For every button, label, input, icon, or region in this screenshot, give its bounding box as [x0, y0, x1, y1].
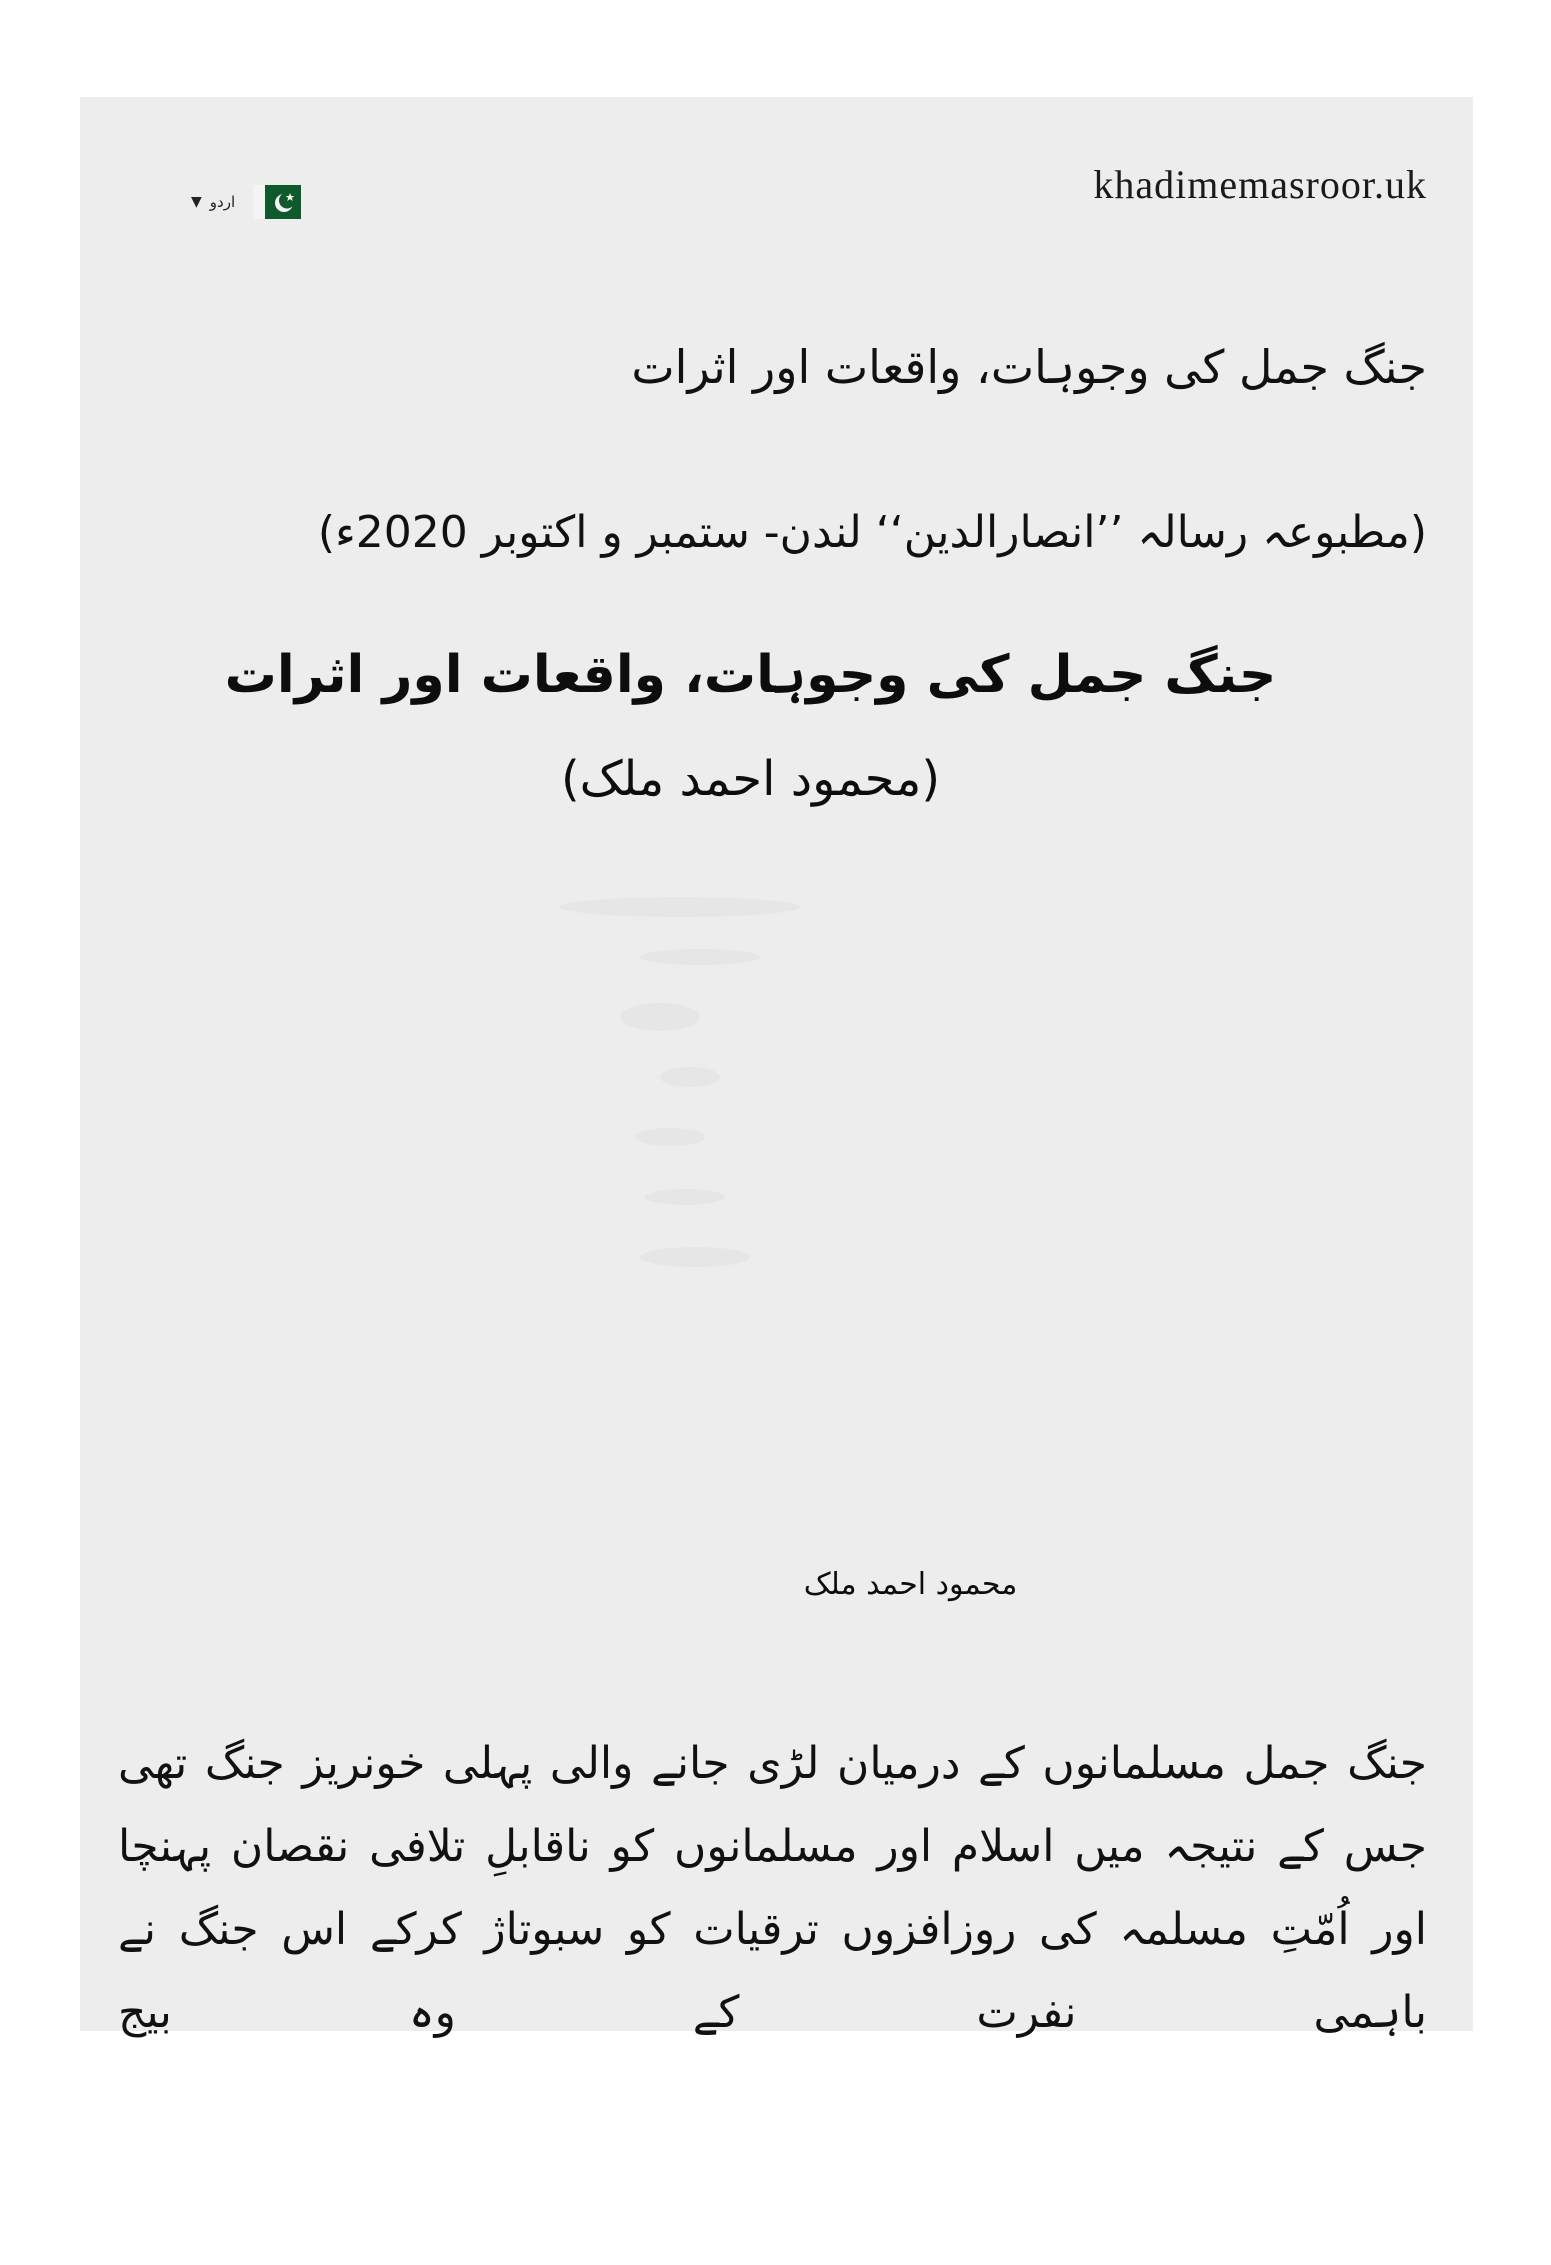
- author-byline: محمود احمد ملک: [803, 1567, 1018, 1602]
- pakistan-flag-icon: [253, 185, 301, 219]
- article-author: (محمود احمد ملک): [560, 751, 941, 807]
- article-heading: جنگ جمل کی وجوہات، واقعات اور اثرات: [224, 645, 1277, 705]
- language-switcher[interactable]: [191, 185, 301, 219]
- language-label: اردو: [209, 193, 236, 211]
- site-domain[interactable]: khadimemasroor.uk: [1093, 162, 1427, 207]
- body-paragraph: جنگ جمل مسلمانوں کے درمیان لڑی جانے والی پہلی خونریز جنگ تھی جس کے نتیجہ میں اسلام اور مسلمانوں کو ناقابلِ تلافی نقصان پہنچا اور اُمّتِ مسلمہ کی روزافزوں ترقیات کو سبوتاژ کرکے اس جنگ نے باہمی نفرت کے وہ بیج: [118, 1738, 1427, 2038]
- publication-note: (مطبوعہ رسالہ ’’انصارالدین‘‘ لندن- ستمبر و اکتوبر 2020ء): [317, 507, 1427, 558]
- post-title[interactable]: جنگ جمل کی وجوہات، واقعات اور اثرات: [631, 340, 1427, 394]
- caret-down-icon: ▼: [191, 194, 202, 210]
- article-page: [80, 97, 1473, 2038]
- faded-background-image: [510, 877, 850, 1297]
